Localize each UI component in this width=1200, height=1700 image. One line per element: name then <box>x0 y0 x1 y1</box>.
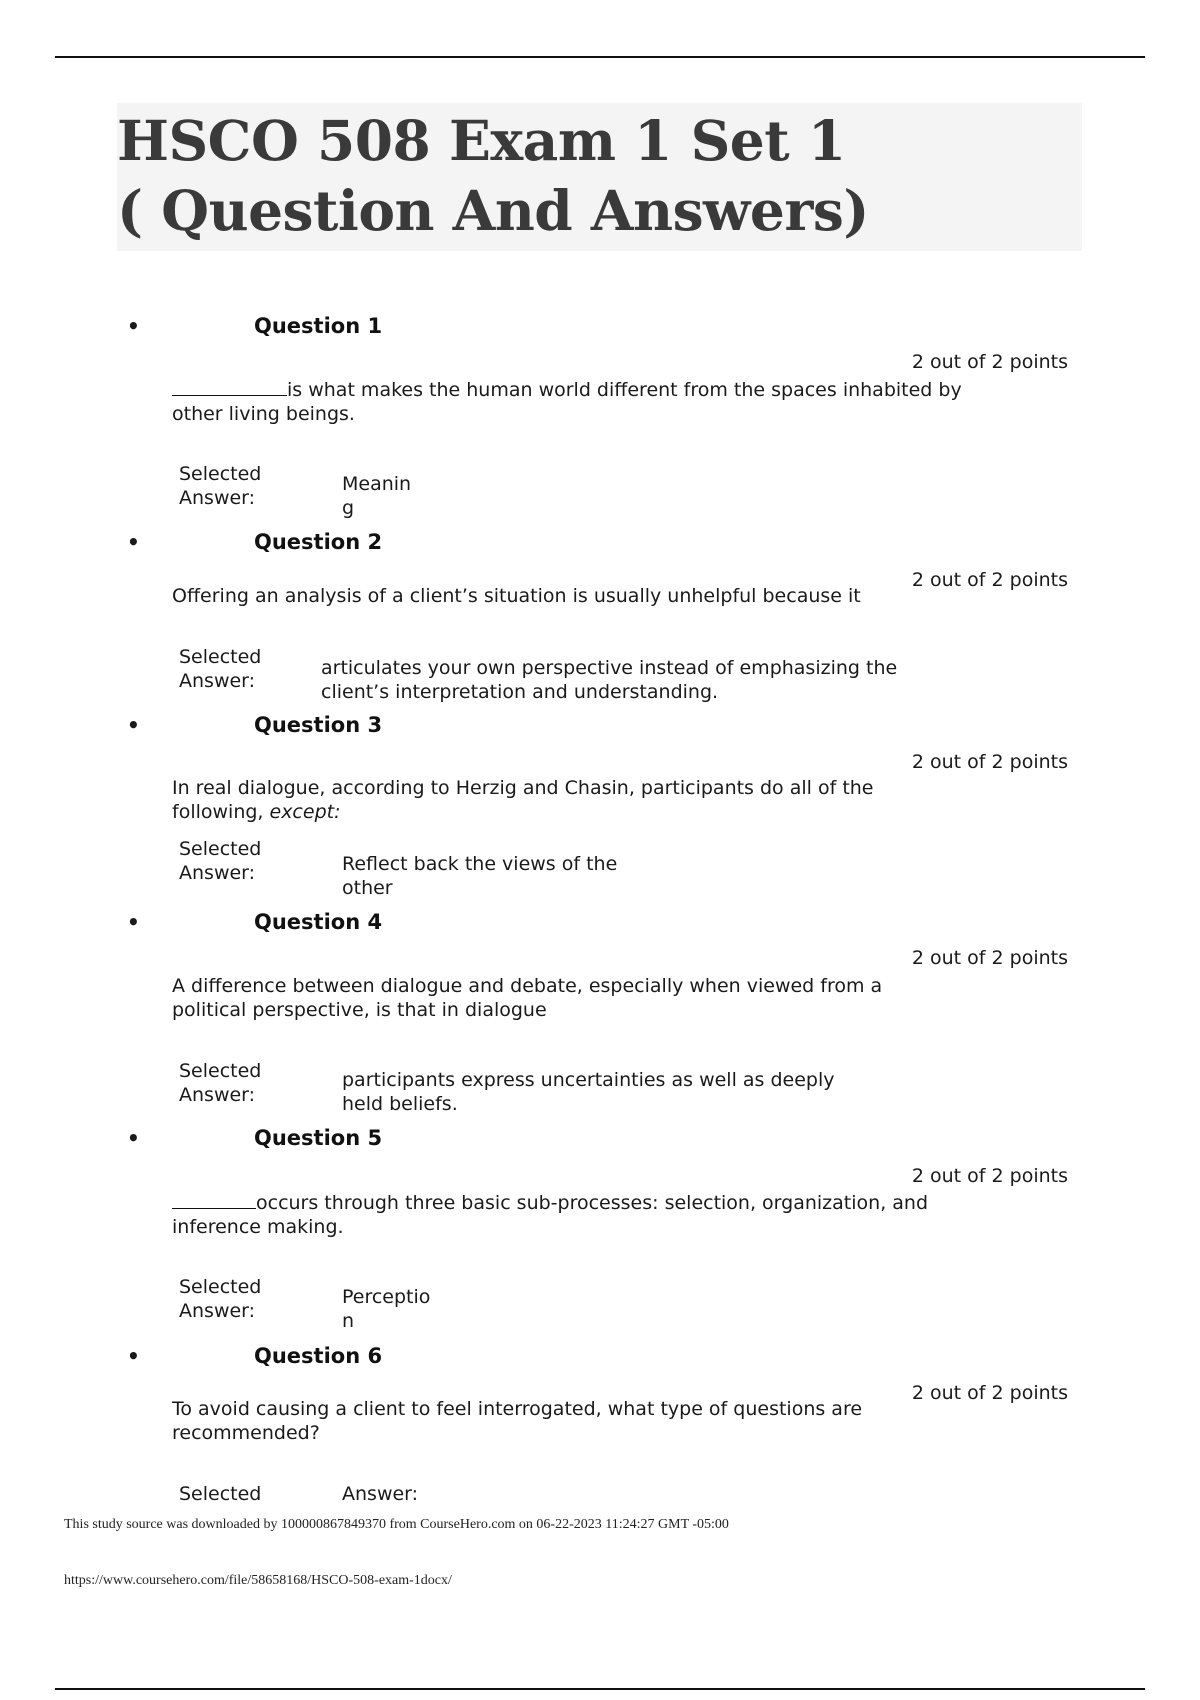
question-points: 2 out of 2 points <box>911 1382 1068 1404</box>
answer-line1: Reflect back the views of the <box>342 853 618 875</box>
answer-line1: articulates your own perspective instead of emphasizing the <box>321 657 898 679</box>
label-line2: Answer: <box>179 1084 256 1106</box>
label-line1: Selected <box>179 463 262 485</box>
question-text-line1: Offering an analysis of a client’s situation is usually unhelpful because it <box>172 585 861 607</box>
question-text-part: occurs through three basic sub-processes: selection, organization, and <box>256 1192 929 1214</box>
selected-answer <box>321 656 897 704</box>
label-line1: Selected <box>179 838 262 860</box>
selected-answer <box>342 852 617 900</box>
selected-answer <box>342 1285 430 1333</box>
document-title-line1: HSCO 508 Exam 1 Set 1 <box>117 108 846 173</box>
question-text-line2: recommended? <box>172 1422 320 1444</box>
answer-line2: held beliefs. <box>342 1093 458 1115</box>
question-points: 2 out of 2 points <box>911 947 1068 969</box>
document-title-line2: ( Question And Answers) <box>117 178 869 243</box>
bullet: • <box>127 713 140 737</box>
bullet: • <box>127 1344 140 1368</box>
question-text <box>172 1397 1012 1445</box>
answer-line2: other <box>342 877 393 899</box>
question-text-emphasis: except: <box>269 801 341 823</box>
selected-answer-label <box>179 1275 289 1323</box>
selected-answer-label <box>179 837 289 885</box>
question-text-part: is what makes the human world different from the spaces inhabited by <box>287 379 962 401</box>
selected-answer <box>342 472 411 520</box>
bullet: • <box>127 1126 140 1150</box>
question-heading: Question 2 <box>254 530 383 554</box>
bullet: • <box>127 910 140 934</box>
answer-line1: Perceptio <box>342 1286 431 1308</box>
source-url: https://www.coursehero.com/file/58658168/HSCO-508-exam-1docx/ <box>64 1573 452 1588</box>
question-text-line2: other living beings. <box>172 403 355 425</box>
answer-line1: Meanin <box>342 473 412 495</box>
answer-line1: participants express uncertainties as well as deeply <box>342 1069 835 1091</box>
question-heading: Question 6 <box>254 1344 383 1368</box>
label-line1: Selected <box>179 1276 262 1298</box>
selected-answer-label <box>179 462 289 510</box>
question-text-line1: To avoid causing a client to feel interrogated, what type of questions are <box>172 1398 863 1420</box>
top-rule <box>55 56 1145 58</box>
question-text <box>172 584 1012 608</box>
label-line2: Answer: <box>179 487 256 509</box>
question-text <box>172 377 1012 426</box>
question-text-line2: inference making. <box>172 1216 344 1238</box>
bullet: • <box>127 314 140 338</box>
question-text-line1: In real dialogue, according to Herzig and Chasin, participants do all of the <box>172 777 874 799</box>
question-text-line1: A difference between dialogue and debate, especially when viewed from a <box>172 975 883 997</box>
question-text <box>172 776 1012 824</box>
label-line2: Answer: <box>179 670 256 692</box>
question-points: 2 out of 2 points <box>911 569 1068 591</box>
label-line2: Answer: <box>179 1300 256 1322</box>
bottom-rule <box>55 1688 1145 1690</box>
question-heading: Question 1 <box>254 314 383 338</box>
answer-line2: client’s interpretation and understanding. <box>321 681 719 703</box>
label-line1: Selected <box>179 1060 262 1082</box>
answer-line2: g <box>342 497 355 519</box>
question-heading: Question 5 <box>254 1126 383 1150</box>
question-text-line2: following, <box>172 801 270 823</box>
answer-line2: n <box>342 1310 355 1332</box>
download-notice: This study source was downloaded by 100000867849370 from CourseHero.com on 06-22-2023 11:24:27 GMT -05:00 <box>64 1517 729 1532</box>
question-points: 2 out of 2 points <box>911 751 1068 773</box>
question-heading: Question 3 <box>254 713 383 737</box>
question-points: 2 out of 2 points <box>911 351 1068 373</box>
question-heading: Question 4 <box>254 910 383 934</box>
label-line2: Answer: <box>179 862 256 884</box>
selected-answer-label <box>179 1059 289 1107</box>
label-line1: Selected <box>179 646 262 668</box>
answer-blank <box>172 1190 256 1209</box>
question-points: 2 out of 2 points <box>911 1165 1068 1187</box>
selected-answer-label <box>179 645 289 693</box>
bullet: • <box>127 530 140 554</box>
selected-answer <box>342 1068 835 1116</box>
selected-answer: Answer: <box>342 1483 419 1505</box>
question-text <box>172 1190 1012 1239</box>
selected-answer-label: Selected <box>179 1483 262 1505</box>
answer-blank <box>172 377 287 396</box>
question-text <box>172 974 1012 1022</box>
question-text-line2: political perspective, is that in dialogue <box>172 999 547 1021</box>
